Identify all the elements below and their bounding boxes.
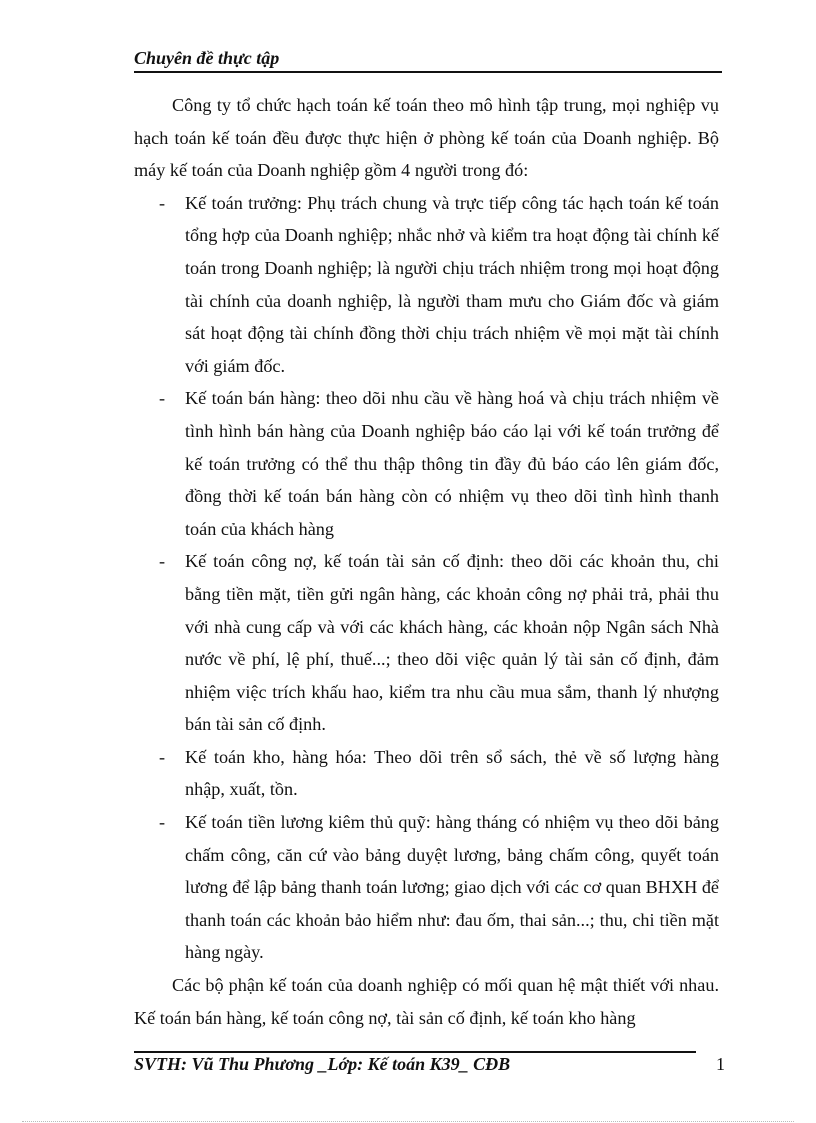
page-number: 1 <box>716 1054 725 1074</box>
bullet-dash: - <box>159 551 166 572</box>
list-item <box>134 741 719 806</box>
bullet-dash: - <box>159 812 166 833</box>
footer-student-info: SVTH: Vũ Thu Phương _Lớp: Kế toán K39_ CĐB <box>134 1054 511 1074</box>
responsibility-list <box>134 187 719 969</box>
intro-paragraph: Công ty tổ chức hạch toán kế toán theo mô hình tập trung, mọi nghiệp vụ hạch toán kế toán đều được thực hiện ở phòng kế toán của Doanh nghiệp. Bộ máy kế toán của Doanh nghiệp gồm 4 người trong đó: <box>134 95 719 181</box>
page-header-title: Chuyên đề thực tập <box>134 48 280 68</box>
page-bottom-border <box>22 1121 794 1122</box>
list-item-text: Kế toán tiền lương kiêm thủ quỹ: hàng tháng có nhiệm vụ theo dõi bảng chấm công, căn cứ vào bảng duyệt lương, bảng chấm công, quyết toán lương để lập bảng thanh toán lương; giao dịch với các cơ quan BHXH để thanh toán các khoản bảo hiểm như: đau ốm, thai sản...; thu, chi tiền mặt hàng ngày. <box>185 812 719 963</box>
header-divider <box>134 71 722 73</box>
bullet-dash: - <box>159 746 166 767</box>
list-item-text: Kế toán bán hàng: theo dõi nhu cầu về hàng hoá và chịu trách nhiệm về tình hình bán hàng của Doanh nghiệp báo cáo lại với kế toán trưởng để kế toán trưởng có thể thu thập thông tin đầy đủ báo cáo lên giám đốc, đồng thời kế toán bán hàng còn có nhiệm vụ theo dõi tình hình thanh toán của khách hàng <box>185 388 719 539</box>
document-body <box>134 89 719 1034</box>
closing-paragraph: Các bộ phận kế toán của doanh nghiệp có mối quan hệ mật thiết với nhau. Kế toán bán hàng, kế toán công nợ, tài sản cố định, kế toán kho hàng <box>134 975 719 1028</box>
list-item <box>134 382 719 545</box>
list-item <box>134 806 719 969</box>
list-item <box>134 187 719 383</box>
list-item-text: Kế toán công nợ, kế toán tài sản cố định: theo dõi các khoản thu, chi bằng tiền mặt, tiền gửi ngân hàng, các khoản công nợ phải trả, phải thu với nhà cung cấp và với các khách hàng, các khoản nộp Ngân sách Nhà nước về phí, lệ phí, thuế...; theo dõi việc quản lý tài sản cố định, đảm nhiệm việc trích khấu hao, kiểm tra nhu cầu mua sắm, thanh lý nhượng bán tài sản cố định. <box>185 551 719 735</box>
list-item-text: Kế toán kho, hàng hóa: Theo dõi trên sổ sách, thẻ về số lượng hàng nhập, xuất, tồn. <box>185 746 719 800</box>
list-item-text: Kế toán trưởng: Phụ trách chung và trực tiếp công tác hạch toán kế toán tổng hợp của Doanh nghiệp; nhắc nhở và kiểm tra hoạt động tài chính kế toán trong Doanh nghiệp; là người chịu trách nhiệm trong mọi hoạt động tài chính của doanh nghiệp, là người tham mưu cho Giám đốc và giám sát hoạt động tài chính đồng thời chịu trách nhiệm về mọi mặt tài chính với giám đốc. <box>185 192 719 376</box>
footer-divider <box>134 1051 696 1053</box>
bullet-dash: - <box>159 388 166 409</box>
list-item <box>134 545 719 741</box>
bullet-dash: - <box>159 192 166 213</box>
